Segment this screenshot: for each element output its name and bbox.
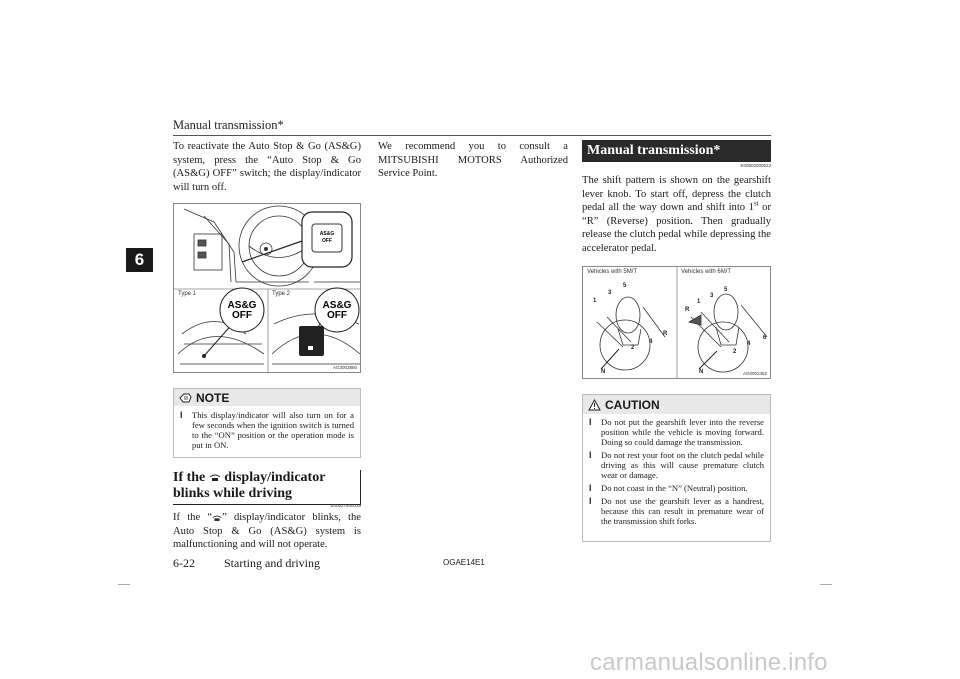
asg-inline-icon	[212, 514, 222, 522]
gear-6mt-2: 2	[733, 349, 737, 355]
gear-6mt-n: N	[699, 369, 704, 375]
note-header	[174, 389, 360, 406]
section-code: E00602000623	[740, 163, 771, 168]
caution-text-4: Do not use the gearshift lever as a handrest, because this can result in premature wear of the transmission shift forks.	[601, 496, 764, 526]
figure-code: AG3003880	[332, 365, 357, 370]
subsection-title-suffix: display/indicator	[224, 470, 326, 485]
gear-6mt-5: 5	[724, 287, 728, 293]
bullet-icon: l	[589, 417, 592, 427]
caution-item	[583, 483, 770, 493]
subsection-code: E00627800039	[330, 503, 361, 508]
shift-pattern-illustration	[583, 267, 771, 379]
note-hand-icon	[179, 392, 192, 404]
asg-switch-figure	[173, 203, 361, 373]
note-box	[173, 388, 361, 458]
gear-5mt-1: 1	[593, 298, 597, 304]
crop-mark	[820, 584, 832, 585]
column-1	[173, 140, 361, 194]
gear-6mt-6: 6	[763, 335, 767, 341]
subsection-heading	[173, 470, 361, 505]
consult-paragraph: We recommend you to consult a MITSUBISHI MOTORS Authorized Service Point.	[378, 141, 568, 180]
label-5mt: Vehicles with 5M/T	[587, 269, 638, 275]
manual-code: OGAE14E1	[443, 558, 485, 567]
gear-5mt-3: 3	[608, 290, 612, 296]
reactivate-paragraph: To reactivate the Auto Stop & Go (AS&G) system, press the “Auto Stop & Go (AS&G) OFF” switch; the display/indicator will turn off.	[173, 141, 361, 193]
gear-5mt-4: 4	[649, 339, 653, 345]
chapter-tab: 6	[126, 248, 153, 272]
asg-indicator-icon	[209, 473, 221, 482]
shift-pattern-figure	[582, 266, 771, 379]
asg-switch-illustration	[174, 204, 361, 373]
shift-pattern-paragraph	[582, 174, 771, 256]
column-2	[378, 140, 568, 181]
blink-paragraph-prefix: If the “	[173, 512, 213, 523]
subsection-title-prefix: If the	[173, 470, 206, 485]
caution-box	[582, 394, 771, 542]
figure-code-2: AG0002452	[742, 371, 767, 376]
watermark: carmanualsonline.info	[590, 649, 828, 676]
gear-6mt-4: 4	[747, 341, 751, 347]
page-header-title: Manual transmission*	[173, 118, 284, 132]
shift-paragraph-part2: or “R” (Reverse) position. Then gradually release the clutch pedal while depressing the accelerator pedal.	[582, 202, 771, 254]
section-title-bar: Manual transmission*	[582, 140, 771, 162]
page-number: 6-22	[173, 556, 195, 570]
subsection-title-line2: blinks while driving	[173, 486, 293, 501]
caution-label: CAUTION	[605, 397, 660, 412]
bullet-icon: l	[589, 496, 592, 506]
crop-mark	[118, 584, 130, 585]
blink-paragraph-suffix: ” display/indicator blinks, the Auto Stop & Go (AS&G) system is malfunctioning and will not operate.	[173, 512, 361, 551]
caution-item	[583, 450, 770, 480]
caution-item	[583, 417, 770, 447]
type1-asg-label: AS&G	[227, 300, 257, 311]
caution-header	[583, 395, 770, 414]
gear-6mt-r: R	[685, 307, 690, 313]
type2-off-label: OFF	[327, 310, 347, 321]
label-6mt: Vehicles with 6M/T	[681, 269, 732, 275]
caution-text-3: Do not coast in the “N” (Neutral) position.	[601, 483, 748, 493]
gear-6mt-3: 3	[710, 293, 714, 299]
bullet-icon: l	[589, 450, 592, 460]
gear-5mt-5: 5	[623, 283, 627, 289]
bullet-icon: l	[180, 410, 183, 420]
caution-text-1: Do not put the gearshift lever into the reverse position while the vehicle is moving forward. Doing so could damage the transmission.	[601, 417, 764, 447]
type2-label: Type 2	[272, 291, 291, 297]
footer-section-title: Starting and driving	[224, 556, 320, 570]
caution-item	[583, 496, 770, 526]
gear-5mt-n: N	[601, 369, 606, 375]
inset-button-label-2: OFF	[322, 238, 332, 244]
type2-asg-label: AS&G	[322, 300, 352, 311]
type1-label: Type 1	[178, 291, 197, 297]
header-rule	[173, 135, 771, 136]
gear-5mt-2: 2	[631, 345, 635, 351]
note-label: NOTE	[196, 390, 230, 405]
superscript-st: st	[753, 199, 759, 208]
note-text: This display/indicator will also turn on for a few seconds when the ignition switch is turned to the “ON” position or the operation mode is put in ON.	[192, 410, 354, 450]
shift-paragraph-part1: The shift pattern is shown on the gearshift lever knob. To start off, depress the clutch pedal all the way down and shift into 1	[582, 175, 771, 214]
inset-button-label: AS&G	[319, 231, 335, 237]
caution-text-2: Do not rest your foot on the clutch pedal while driving as this will cause premature clutch wear or damage.	[601, 450, 764, 480]
type1-off-label: OFF	[232, 310, 252, 321]
gear-6mt-1: 1	[697, 299, 701, 305]
bullet-icon: l	[589, 483, 592, 493]
warning-triangle-icon	[588, 399, 601, 411]
gear-5mt-r: R	[663, 331, 668, 337]
blink-paragraph	[173, 511, 361, 552]
